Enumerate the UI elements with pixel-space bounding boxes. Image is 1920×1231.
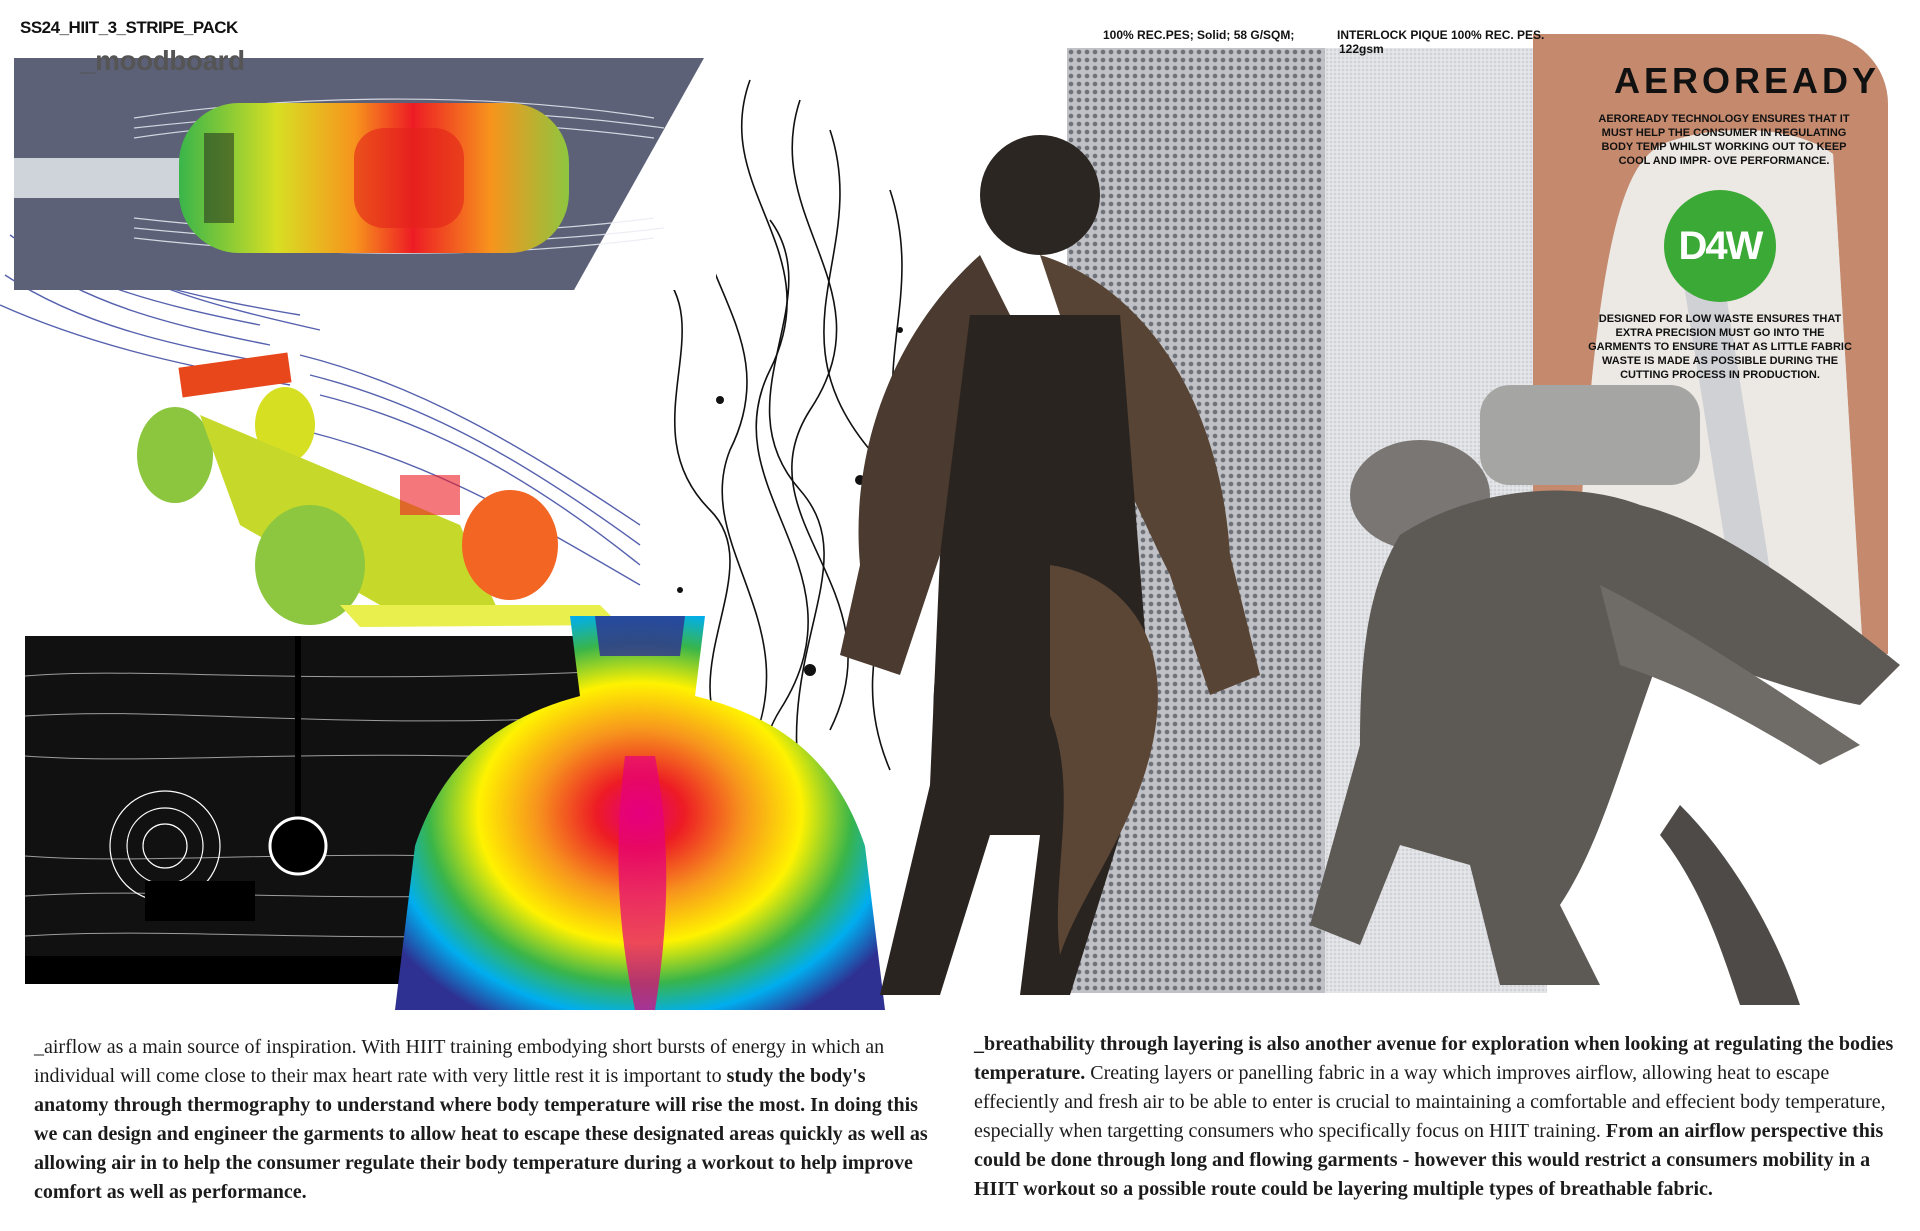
aeroready-logo: AEROREADY — [1614, 60, 1881, 101]
page-subtitle: _moodboard — [80, 45, 245, 76]
airflow-caption-bold: study the body's anatomy through thermography to understand where body temperature will rise the most. In doing this we can design and engineer the garments to allow heat to escape these designated areas quickly as well as allowing air in to help the consumer regulate their body temperature during a workout to help improve comfort as well as performance. — [34, 1065, 928, 1203]
mesh-fabric-label: 100% REC.PES; Solid; 58 G/SQM; — [1103, 28, 1295, 42]
low-waste-badge — [1664, 190, 1776, 302]
low-waste-description: DESIGNED FOR LOW WASTE ENSURES THAT EXTRA PRECISION MUST GO INTO THE GARMENTS TO ENSURE THAT AS LITTLE FABRIC WASTE IS MADE AS POSSIBLE DURING THE CUTTING PROCESS IN PRODUCTION. — [1588, 313, 1852, 381]
breathability-caption-bold: From an airflow perspective this could be done through long and flowing garments - however this would restrict a consumers mobility in a HIIT workout so a possible route could be layering multiple types of breathable fabric. — [974, 1120, 1884, 1200]
pique-fabric-label-line1: INTERLOCK PIQUE 100% REC. PES. — [1337, 28, 1545, 42]
cloaked-figure-crouching — [1300, 385, 1900, 1025]
project-code: SS24_HIIT_3_STRIPE_PACK — [20, 18, 238, 37]
low-waste-badge-text: D4W — [1678, 223, 1762, 268]
breathability-caption-text: Creating layers or panelling fabric in a way which improves airflow, allowing heat to escape effeciently and fresh air to be able to enter is crucial to maintaining a comfortable and effecient body temperature, especially when targetting consumers who specifically focus on HIIT training. — [974, 1062, 1886, 1142]
breathability-caption — [974, 1030, 1894, 1204]
pique-fabric-label — [1337, 28, 1544, 56]
cloaked-figure-walking — [820, 135, 1290, 1015]
thermal-image-back — [395, 616, 885, 1010]
airflow-caption — [34, 1033, 929, 1207]
car-airflow-simulation — [14, 58, 716, 290]
breathability-caption-lead: _breathability through layering is also another avenue for exploration when looking at regulating the bodies temperature. — [974, 1033, 1894, 1084]
airflow-caption-text: _airflow as a main source of inspiration. With HIIT training embodying short bursts of energy in which an individual will come close to their max heart rate with very little rest it is important to — [34, 1036, 885, 1087]
pique-fabric-label-line2: 122gsm — [1339, 42, 1384, 56]
aeroready-description: AEROREADY TECHNOLOGY ENSURES THAT IT MUST HELP THE CONSUMER IN REGULATING BODY TEMP WHILST WORKING OUT TO KEEP COOL AND IMPR- OVE PERFORMANCE. — [1598, 113, 1850, 167]
